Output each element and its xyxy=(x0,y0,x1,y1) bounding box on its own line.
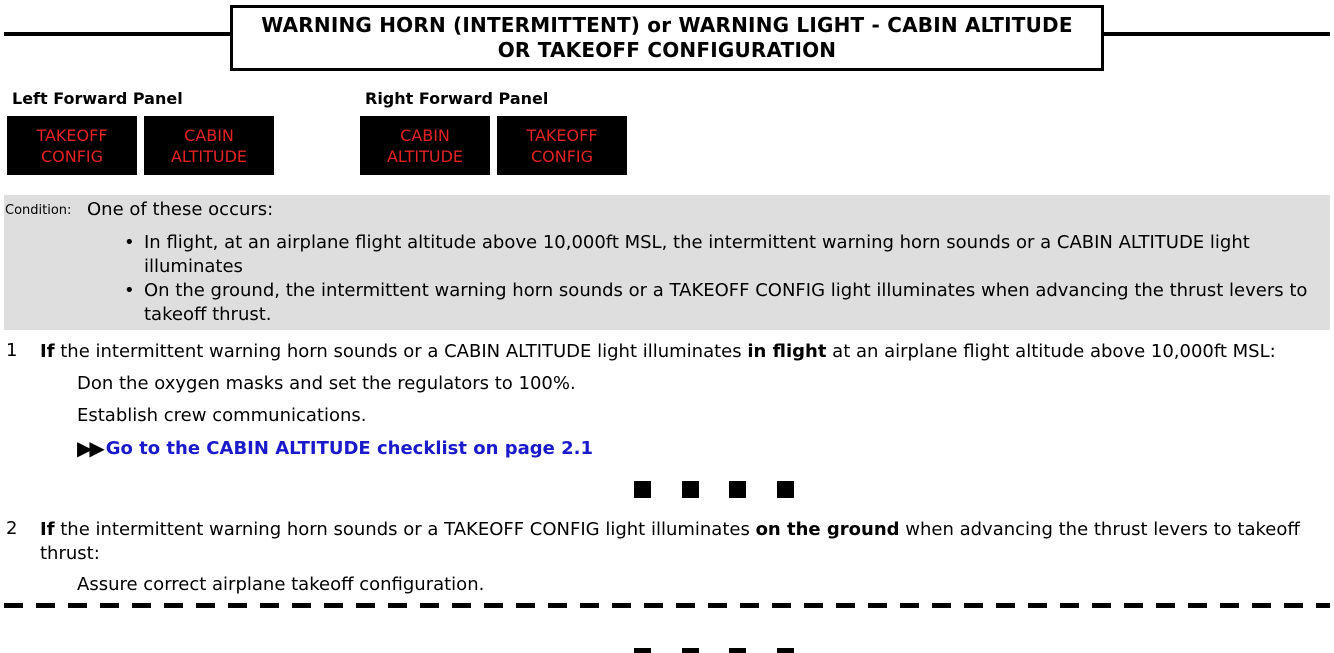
step-text-a: the intermittent warning horn sounds or a TAKEOFF CONFIG light illuminates xyxy=(54,519,756,540)
light-text: ALTITUDE xyxy=(386,146,464,166)
step-text-b: at an airplane flight altitude above 10,000ft MSL: xyxy=(826,341,1276,362)
goto-text: Go to the CABIN ALTITUDE checklist on page 2.1 xyxy=(105,437,593,459)
step-2-number: 2 xyxy=(6,518,18,539)
light-text: CONFIG xyxy=(40,146,104,166)
step-1-number: 1 xyxy=(6,340,18,361)
checklist-title xyxy=(230,5,1104,71)
step-2-action: Assure correct airplane takeoff configuration. xyxy=(77,574,485,595)
light-text: ALTITUDE xyxy=(170,146,248,166)
light-text: CABIN xyxy=(184,125,234,145)
condition-item: • In flight, at an airplane flight altitude above 10,000ft MSL, the intermittent warning horn sounds or a CABIN ALTITUDE light illuminates xyxy=(144,231,1329,279)
end-marker-square xyxy=(777,481,794,498)
step-2-text xyxy=(40,518,1330,566)
step-bold: in flight xyxy=(747,341,827,362)
condition-box xyxy=(4,195,1330,330)
light-text: TAKEOFF xyxy=(526,125,598,145)
title-line-2: OR TAKEOFF CONFIGURATION xyxy=(497,38,837,62)
condition-list xyxy=(144,231,1329,327)
end-marker-square xyxy=(634,481,651,498)
end-marker-dash xyxy=(729,648,746,653)
takeoff-config-light-right xyxy=(497,116,627,175)
step-1-text xyxy=(40,340,1330,364)
cabin-altitude-light-left xyxy=(144,116,274,175)
step-bold: on the ground xyxy=(755,519,900,540)
step-1-action-1: Don the oxygen masks and set the regulators to 100%. xyxy=(77,373,576,394)
condition-item: • On the ground, the intermittent warning horn sounds or a TAKEOFF CONFIG light illuminates when advancing the thrust levers to takeoff thrust. xyxy=(144,279,1329,327)
light-text: TAKEOFF xyxy=(36,125,108,145)
end-marker-dash xyxy=(777,648,794,653)
light-text: CONFIG xyxy=(530,146,594,166)
cabin-altitude-light-right xyxy=(360,116,490,175)
dashed-separator xyxy=(4,603,1330,608)
step-if: If xyxy=(40,341,55,362)
step-text-b: when advancing the thrust levers to takeoff thrust: xyxy=(40,519,1300,564)
end-marker-square xyxy=(682,481,699,498)
condition-intro: One of these occurs: xyxy=(87,199,274,220)
step-text-a: the intermittent warning horn sounds or a CABIN ALTITUDE light illuminates xyxy=(54,341,748,362)
end-marker-dash xyxy=(682,648,699,653)
title-line-1: WARNING HORN (INTERMITTENT) or WARNING LIGHT - CABIN ALTITUDE xyxy=(261,13,1073,37)
takeoff-config-light-left xyxy=(7,116,137,175)
end-marker-square xyxy=(729,481,746,498)
left-forward-panel-label: Left Forward Panel xyxy=(12,89,183,108)
title-rule-left xyxy=(4,32,232,36)
end-marker-dash xyxy=(634,648,651,653)
condition-label: Condition: xyxy=(5,203,72,218)
light-text: CABIN xyxy=(400,125,450,145)
double-arrow-icon: ▶▶ xyxy=(77,436,102,460)
step-1-action-2: Establish crew communications. xyxy=(77,405,367,426)
step-if: If xyxy=(40,519,55,540)
goto-cabin-altitude-link[interactable] xyxy=(77,436,593,460)
right-forward-panel-label: Right Forward Panel xyxy=(365,89,549,108)
title-rule-right xyxy=(1098,32,1330,36)
